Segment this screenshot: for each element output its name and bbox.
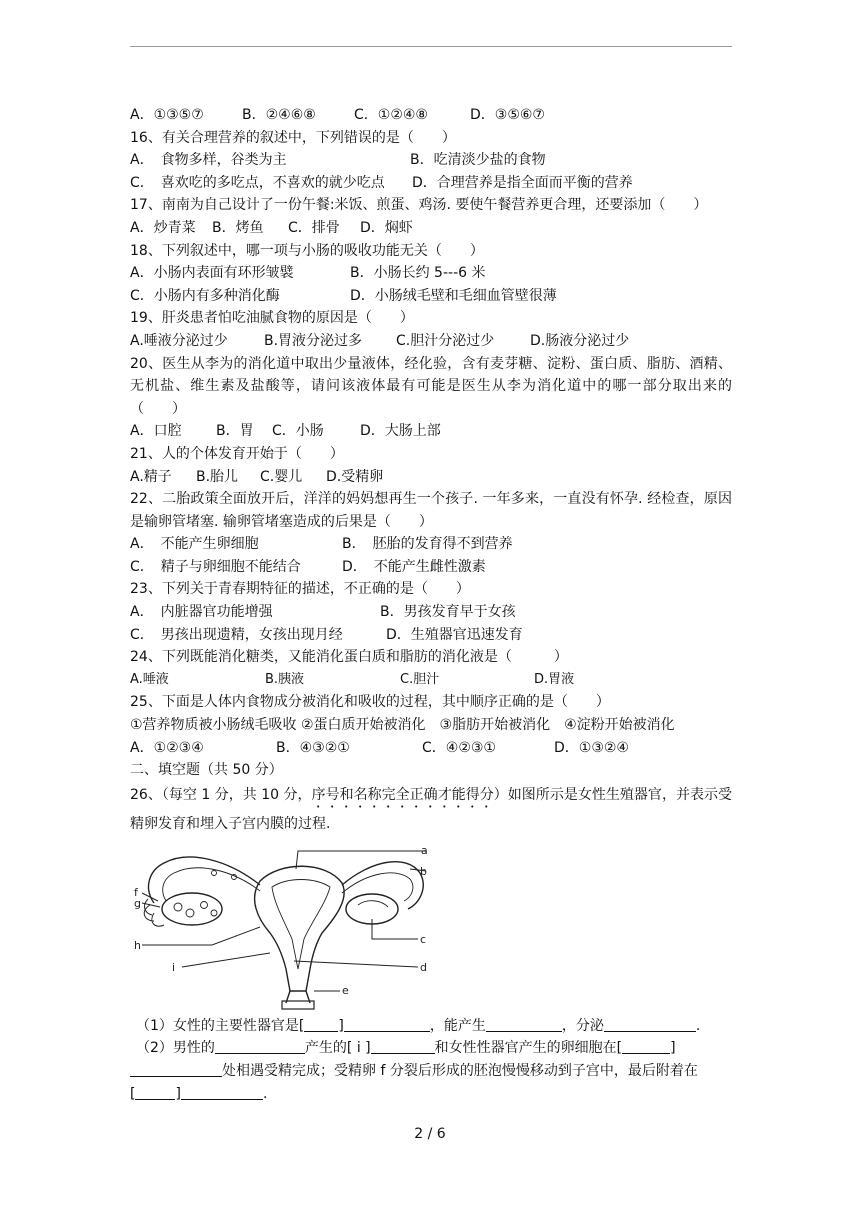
page-number: 2 / 6 bbox=[414, 1126, 446, 1142]
q20-options bbox=[130, 420, 732, 443]
blank-organ-letter[interactable] bbox=[304, 1016, 338, 1032]
q26-sub2-egg: 和女性性器官产生的卵细胞在[ bbox=[434, 1040, 623, 1057]
uterus-shape bbox=[255, 866, 345, 991]
label-e: e bbox=[342, 983, 349, 997]
q15-options bbox=[130, 104, 732, 127]
q23-option-a: A． 内脏器官功能增强 bbox=[130, 604, 273, 621]
q26-emphasis: 序号和名称完全正确才能得分 bbox=[311, 786, 494, 803]
q16-options-ab bbox=[130, 149, 732, 172]
q20-option-d: D．大肠上部 bbox=[360, 423, 441, 440]
q26-sub2-cont: 处相遇受精完成；受精卵 f 分裂后形成的胚泡慢慢移动到子宫中，最后附着在 bbox=[222, 1063, 698, 1079]
q24-option-a: A.唾液 bbox=[130, 671, 169, 687]
label-a: a bbox=[421, 843, 428, 857]
q20-option-a: A．口腔 bbox=[130, 423, 182, 440]
q19-stem: 19、肝炎患者怕吃油腻食物的原因是（ ） bbox=[130, 310, 414, 327]
q26-sub2-end: . bbox=[262, 1085, 268, 1102]
q16-option-b: B．吃清淡少盐的食物 bbox=[410, 152, 546, 169]
q19-option-c: C.胆汁分泌过少 bbox=[396, 332, 495, 349]
blank-meet-place[interactable] bbox=[130, 1061, 222, 1077]
q17-stem: 17、南南为自己设计了一份午餐:米饭、煎蛋、鸡汤. 要使午餐营养更合理，还要添加（ ） bbox=[130, 197, 708, 214]
q17-option-a: A．炒青菜 bbox=[130, 219, 196, 236]
q25-process: ①营养物质被小肠绒毛吸收 ②蛋白质开始被消化 ③脂肪开始被消化 ④淀粉开始被消化 bbox=[130, 717, 675, 734]
q24-stem: 24、下列既能消化糖类，又能消化蛋白质和脂肪的消化液是（ ） bbox=[130, 649, 568, 666]
blank-male-organ[interactable] bbox=[215, 1038, 305, 1054]
q21-option-a: A.精子 bbox=[130, 468, 172, 485]
label-d: d bbox=[420, 960, 427, 974]
q19-options bbox=[130, 330, 732, 353]
q26-sub2-produces: 产生的[ i ] bbox=[304, 1040, 371, 1057]
q17-option-d: D．焖虾 bbox=[360, 219, 413, 236]
q26-intro bbox=[130, 782, 732, 837]
q22-option-b: B． 胚胎的发育得不到营养 bbox=[342, 536, 513, 553]
label-c: c bbox=[420, 932, 427, 946]
label-h: h bbox=[134, 938, 141, 952]
q19-option-b: B.胃液分泌过多 bbox=[264, 332, 363, 349]
page-content bbox=[130, 104, 732, 1105]
q26-sub1-produces: ，能产生 bbox=[429, 1017, 486, 1034]
q26-number: 26、 bbox=[130, 786, 162, 803]
q26-sub2-line1 bbox=[136, 1037, 732, 1060]
q20-stem: 20、医生从李为的消化道中取出少量液体，经化验，含有麦芽糖、淀粉、蛋白质、脂肪、酒精、无机盐、维生素及盐酸等，请问该液体最有可能是医生从李为消化道中的哪一部分取出来的（ ） bbox=[130, 355, 732, 417]
q26-sub1-bracket: ] bbox=[338, 1017, 344, 1034]
q26-sub1-text: （1）女性的主要性器官是[ bbox=[136, 1017, 305, 1034]
q15-option-c: C．①②④⑧ bbox=[354, 107, 428, 123]
blank-attach-letter[interactable] bbox=[135, 1084, 175, 1100]
q17-option-c: C．排骨 bbox=[288, 219, 340, 236]
q17-options bbox=[130, 217, 732, 240]
q23-option-d: D．生殖器官迅速发育 bbox=[386, 626, 523, 643]
q18-stem: 18、下列叙述中，哪一项与小肠的吸收功能无关（ ） bbox=[130, 242, 484, 259]
q16-option-d: D．合理营养是指全面而平衡的营养 bbox=[412, 174, 633, 191]
q24-option-d: D.胃液 bbox=[534, 671, 575, 687]
q22-option-d: D． 不能产生雌性激素 bbox=[342, 558, 486, 575]
q26-sub1-secretes: ，分泌 bbox=[561, 1017, 604, 1034]
q18-option-b: B．小肠长约 5---6 米 bbox=[350, 265, 486, 282]
q26-scoring: （每空 1 分，共 10 分， bbox=[161, 786, 312, 803]
q23-stem: 23、下列关于青春期特征的描述，不正确的是（ ） bbox=[130, 581, 470, 598]
header-rule bbox=[130, 46, 732, 47]
q26-sub2-close: ] bbox=[175, 1085, 181, 1102]
label-f: f bbox=[134, 885, 138, 899]
q20-option-b: B．胃 bbox=[216, 423, 254, 440]
blank-attach-place[interactable] bbox=[181, 1084, 263, 1100]
q25-option-c: C．④②③① bbox=[422, 739, 496, 756]
q16-option-a: A． 食物多样，谷类为主 bbox=[130, 152, 287, 169]
q24-options bbox=[130, 669, 732, 692]
q19-option-a: A.唾液分泌过少 bbox=[130, 332, 228, 349]
q17-option-b: B．烤鱼 bbox=[212, 219, 264, 236]
label-i: i bbox=[172, 960, 176, 974]
q24-option-b: B.胰液 bbox=[265, 671, 305, 687]
q26-sub2-text: （2）男性的 bbox=[136, 1040, 215, 1057]
q15-option-a: A．①③⑤⑦ bbox=[130, 107, 204, 123]
female-reproductive-diagram bbox=[130, 841, 430, 1011]
q26-description: ）如图所示是女性生殖器官，并表示受精卵发育和埋入子宫内膜的过程. bbox=[130, 786, 733, 832]
blank-meet-letter[interactable] bbox=[622, 1038, 670, 1054]
q18-option-d: D．小肠绒毛壁和毛细血管壁很薄 bbox=[350, 287, 557, 304]
q18-option-c: C．小肠内有多种消化酶 bbox=[130, 287, 280, 304]
endometrium-shape bbox=[272, 879, 330, 969]
q21-option-c: C.婴儿 bbox=[260, 468, 303, 485]
q19-option-d: D.肠液分泌过少 bbox=[530, 332, 630, 349]
section-heading: 二、填空题（共 50 分） bbox=[130, 762, 283, 779]
label-g: g bbox=[134, 896, 141, 910]
q22-options-cd bbox=[130, 556, 732, 579]
blank-produces[interactable] bbox=[486, 1016, 562, 1032]
q22-stem: 22、二胎政策全面放开后，洋洋的妈妈想再生一个孩子. 一年多来，一直没有怀孕. 经检查，原因是输卵管堵塞. 输卵管堵塞造成的后果是（ ） bbox=[130, 491, 732, 530]
q23-options-ab bbox=[130, 601, 732, 624]
q25-options bbox=[130, 737, 732, 760]
q18-option-a: A．小肠内表面有环形皱襞 bbox=[130, 265, 294, 282]
q26-sub2-open: [ bbox=[130, 1085, 136, 1102]
q21-option-d: D.受精卵 bbox=[326, 468, 384, 485]
q22-option-a: A． 不能产生卵细胞 bbox=[130, 536, 259, 553]
q15-option-d: D．③⑤⑥⑦ bbox=[470, 107, 545, 123]
q16-option-c: C． 喜欢吃的多吃点，不喜欢的就少吃点 bbox=[130, 174, 385, 191]
q25-option-a: A．①②③④ bbox=[130, 739, 204, 756]
q23-options-cd bbox=[130, 624, 732, 647]
q15-option-b: B．②④⑥⑧ bbox=[242, 107, 316, 123]
blank-organ-name[interactable] bbox=[344, 1016, 430, 1032]
left-fimbriae bbox=[144, 899, 164, 926]
q18-options-cd bbox=[130, 285, 732, 308]
q26-sub2-line2 bbox=[130, 1060, 732, 1083]
q21-option-b: B.胎儿 bbox=[196, 468, 239, 485]
q25-stem: 25、下面是人体内食物成分被消化和吸收的过程，其中顺序正确的是（ ） bbox=[130, 694, 610, 711]
q26-sub1 bbox=[136, 1015, 732, 1038]
blank-sperm[interactable] bbox=[371, 1038, 435, 1054]
q21-stem: 21、人的个体发育开始于（ ） bbox=[130, 445, 344, 462]
q18-options-ab bbox=[130, 262, 732, 285]
diagram-svg bbox=[130, 841, 430, 1011]
q22-options-ab bbox=[130, 533, 732, 556]
blank-secretes[interactable] bbox=[604, 1016, 696, 1032]
q16-options-cd bbox=[130, 172, 732, 195]
q22-option-c: C． 精子与卵细胞不能结合 bbox=[130, 558, 301, 575]
q20-option-c: C．小肠 bbox=[272, 423, 324, 440]
q25-option-b: B．④③②① bbox=[276, 739, 350, 756]
q23-option-c: C． 男孩出现遗精，女孩出现月经 bbox=[130, 626, 343, 643]
label-b: b bbox=[420, 864, 427, 878]
q24-option-c: C.胆汁 bbox=[400, 671, 440, 687]
left-ovary bbox=[162, 893, 222, 925]
q16-stem: 16、有关合理营养的叙述中，下列错误的是（ ） bbox=[130, 129, 456, 146]
q26-sub2-line3 bbox=[130, 1083, 732, 1106]
q23-option-b: B．男孩发育早于女孩 bbox=[380, 604, 516, 621]
q25-option-d: D．①③②④ bbox=[554, 739, 629, 756]
q26-sub2-bracket: ] bbox=[670, 1040, 676, 1057]
q21-options bbox=[130, 466, 732, 489]
q26-sub1-end: . bbox=[695, 1017, 701, 1034]
